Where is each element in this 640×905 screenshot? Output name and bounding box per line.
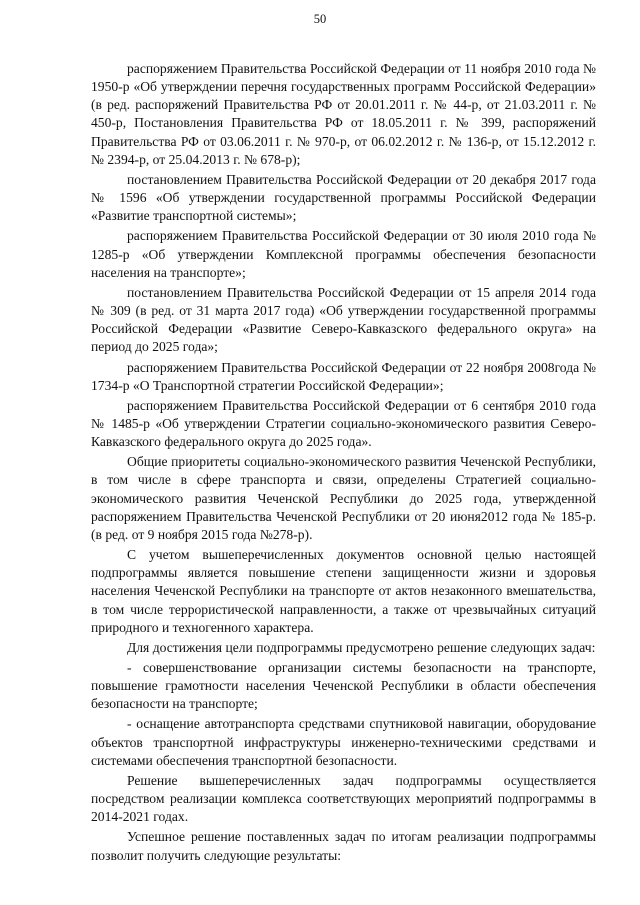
paragraph-decree-1285: распоряжением Правительства Российской Федерации от 30 июля 2010 года № 1285-р «Об утверждении Комплексной программы обеспечения безопасности населения на транспорте»; [91,228,596,280]
paragraph-decree-1485: распоряжением Правительства Российской Федерации от 6 сентября 2010 года № 1485-р «Об утверждении Стратегии социально-экономического развития Северо-Кавказского федерального округа до 2025 года». [91,397,596,450]
list-item-task-2: - оснащение автотранспорта средствами спутниковой навигации, оборудование объектов транспортной инфраструктуры инженерно-техническими средствами и системами обеспечения транспортной безопасности. [91,716,596,768]
paragraph-priorities: Общие приоритеты социально-экономического развития Чеченской Республики, в том числе в сфере транспорта и связи, определены Стратегией социально-экономического развития Чеченской Республики до 2025 года, утвержденной распоряжением Правительства Чеченской Республики от 20 июня2012 года № 185-р. (в ред. от 9 ноября 2015 года №278-р). [91,454,596,542]
document-body [91,60,596,867]
list-item-task-1: - совершенствование организации системы безопасности на транспорте, повышение грамотности населения Чеченской Республики в области обеспечения безопасности на транспорте; [91,660,596,712]
paragraph-tasks-intro: Для достижения цели подпрограммы предусмотрено решение следующих задач: [127,639,596,655]
paragraph-results: Успешное решение поставленных задач по итогам реализации подпрограммы позволит получить следующие результаты: [91,829,596,863]
paragraph-decree-309: постановлением Правительства Российской Федерации от 15 апреля 2014 года № 309 (в ред. от 31 марта 2017 года) «Об утверждении государственной программы Российской Федерации «Развитие Северо-Кавказского федерального округа» на период до 2025 года»; [91,284,596,355]
paragraph-decree-1950: распоряжением Правительства Российской Федерации от 11 ноября 2010 года № 1950-р «Об утверждении перечня государственных программ Российской Федерации» (в ред. распоряжений Правительства РФ от 20.01.2011 г. № 44-р, от 21.03.2011 г. № 450-р, Постановления Правительства РФ от 18.05.2011 г. № 399, распоряжений Правительства РФ от 03.06.2011 г. № 970-р, от 06.02.2012 г. № 136-р, от 15.12.2012 г. № 2394-р, от 25.04.2013 г. № 678-р); [91,61,596,167]
page-number: 50 [313,12,327,26]
paragraph-implementation: Решение вышеперечисленных задач подпрограммы осуществляется посредством реализации комплекса соответствующих мероприятий подпрограммы в 2014-2021 годах. [91,772,596,825]
paragraph-decree-1734: распоряжением Правительства Российской Федерации от 22 ноября 2008года № 1734-р «О Транспортной стратегии Российской Федерации»; [91,359,596,393]
paragraph-main-goal: С учетом вышеперечисленных документов основной целью настоящей подпрограммы является повышение степени защищенности жизни и здоровья населения Чеченской Республики на транспорте от актов незаконного вмешательства, в том числе террористической направленности, а также от чрезвычайных ситуаций природного и техногенного характера. [91,547,596,635]
paragraph-decree-1596: постановлением Правительства Российской Федерации от 20 декабря 2017 года № 1596 «Об утверждении государственной программы Российской Федерации «Развитие транспортной системы»; [91,171,596,224]
